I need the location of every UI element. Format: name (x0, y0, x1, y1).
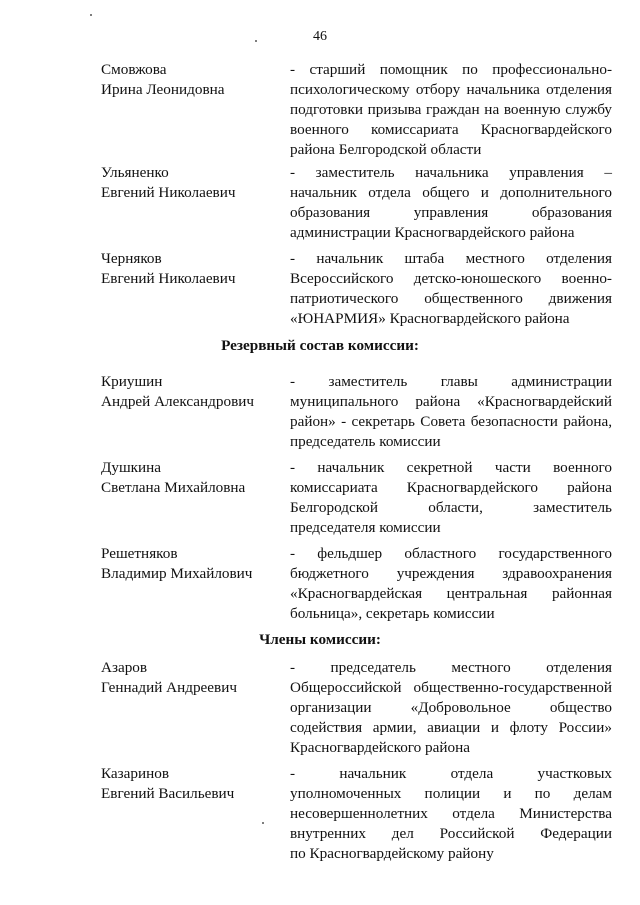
position-line: район» - секретарь Совета безопасности района, (290, 413, 612, 430)
person-name (101, 249, 281, 289)
scan-speck (90, 14, 92, 16)
position-line: - фельдшер областного государственного (290, 545, 612, 562)
person-position (290, 163, 612, 243)
person-given-names: Геннадий Андреевич (101, 679, 237, 696)
position-line: председателя комиссии (290, 519, 441, 536)
section-heading-reserve: Резервный состав комиссии: (221, 337, 419, 354)
person-name (101, 163, 281, 203)
person-surname: Решетняков (101, 545, 178, 562)
position-line: организации «Добровольное общество (290, 699, 612, 716)
person-name (101, 372, 281, 412)
position-line: администрации Красногвардейского района (290, 224, 575, 241)
position-line: - начальник штаба местного отделения (290, 250, 612, 267)
position-line: Красногвардейского района (290, 739, 470, 756)
person-position (290, 249, 612, 329)
position-line: «ЮНАРМИЯ» Красногвардейского района (290, 310, 570, 327)
position-line: уполномоченных полиции и по делам (290, 785, 612, 802)
person-surname: Ульяненко (101, 164, 169, 181)
position-line: - заместитель начальника управления – (290, 164, 612, 181)
person-given-names: Евгений Николаевич (101, 184, 236, 201)
person-surname: Азаров (101, 659, 148, 676)
person-position (290, 372, 612, 452)
person-position (290, 658, 612, 758)
person-name (101, 544, 281, 584)
scan-speck (255, 40, 257, 42)
position-line: района Белгородской области (290, 141, 482, 158)
position-line: - председатель местного отделения (290, 659, 612, 676)
position-line: патриотического общественного движения (290, 290, 612, 307)
position-line: - старший помощник по профессионально- (290, 61, 612, 78)
person-surname: Казаринов (101, 765, 170, 782)
person-given-names: Андрей Александрович (101, 393, 255, 410)
person-given-names: Евгений Васильевич (101, 785, 235, 802)
position-line: Всероссийского детско-юношеского военно- (290, 270, 612, 287)
position-line: подготовки призыва граждан на военную службу (290, 101, 612, 118)
scan-speck (262, 822, 264, 824)
person-position (290, 60, 612, 160)
person-position (290, 458, 612, 538)
position-line: комиссариата Красногвардейского района (290, 479, 612, 496)
person-given-names: Владимир Михайлович (101, 565, 253, 582)
position-line: муниципального района «Красногвардейский (290, 393, 612, 410)
person-surname: Криушин (101, 373, 163, 390)
position-line: содействия армии, авиации и флоту России» (290, 719, 612, 736)
position-line: председатель комиссии (290, 433, 441, 450)
person-surname: Смовжова (101, 61, 167, 78)
position-line: по Красногвардейскому району (290, 845, 494, 862)
position-line: - начальник секретной части военного (290, 459, 612, 476)
person-given-names: Светлана Михайловна (101, 479, 246, 496)
position-line: несовершеннолетних отдела Министерства (290, 805, 612, 822)
position-line: военного комиссариата Красногвардейского (290, 121, 612, 138)
position-line: - заместитель главы администрации (290, 373, 612, 390)
position-line: бюджетного учреждения здравоохранения (290, 565, 612, 582)
person-given-names: Ирина Леонидовна (101, 81, 225, 98)
position-line: «Красногвардейская центральная районная (290, 585, 612, 602)
position-line: внутренних дел Российской Федерации (290, 825, 612, 842)
person-position (290, 544, 612, 624)
position-line: начальник отдела общего и дополнительного (290, 184, 612, 201)
position-line: - начальник отдела участковых (290, 765, 612, 782)
section-heading-members: Члены комиссии: (259, 631, 381, 648)
position-line: больница», секретарь комиссии (290, 605, 495, 622)
person-name (101, 764, 281, 804)
person-surname: Черняков (101, 250, 162, 267)
position-line: Белгородской области, заместитель (290, 499, 612, 516)
person-name (101, 658, 281, 698)
position-line: Общероссийской общественно-государственной (290, 679, 612, 696)
position-line: психологическому отбору начальника отделения (290, 81, 612, 98)
person-position (290, 764, 612, 864)
page-number: 46 (313, 29, 327, 44)
person-name (101, 60, 281, 100)
person-name (101, 458, 281, 498)
person-surname: Душкина (101, 459, 162, 476)
person-given-names: Евгений Николаевич (101, 270, 236, 287)
position-line: образования управления образования (290, 204, 612, 221)
